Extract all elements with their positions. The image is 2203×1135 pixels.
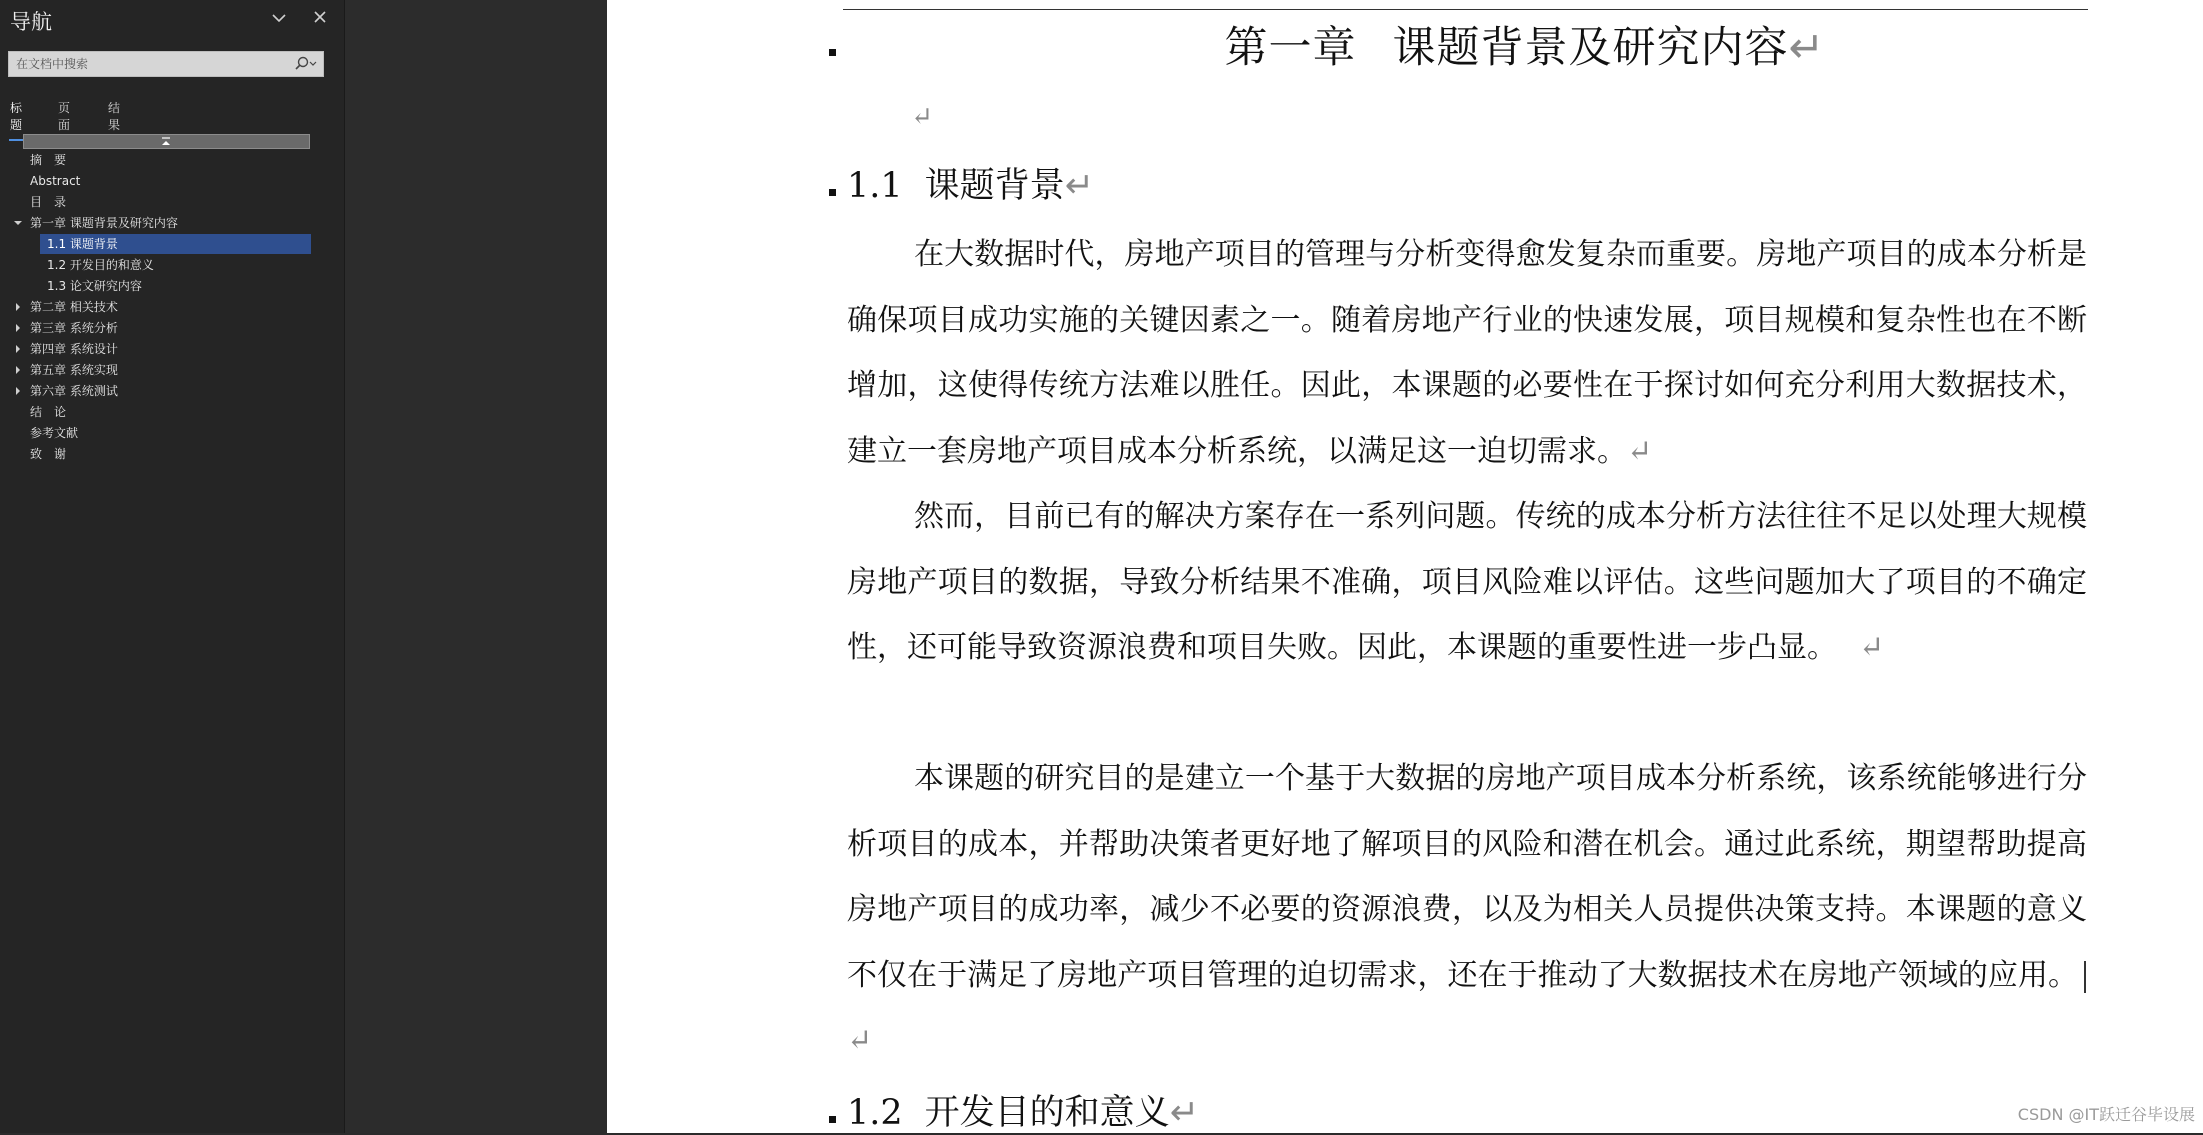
- paragraph-mark-icon: [829, 189, 836, 196]
- canvas-background: [345, 0, 607, 1133]
- chapter-number: 第一章: [1224, 23, 1357, 73]
- collapsed-arrow-icon[interactable]: [13, 344, 23, 354]
- chevron-down-icon[interactable]: [266, 4, 292, 32]
- collapsed-arrow-icon[interactable]: [13, 323, 23, 333]
- tab-headings[interactable]: 标题: [9, 97, 23, 141]
- toc-item-abstract-cn[interactable]: 摘 要: [30, 153, 67, 167]
- section-heading-1-1: [847, 158, 1094, 208]
- navigation-pane: [0, 0, 345, 1133]
- return-mark: ↵: [1169, 1093, 1200, 1133]
- collapse-up-icon: [161, 137, 171, 146]
- section-heading-1-2: [847, 1085, 1199, 1135]
- watermark: CSDN @IT跃迁谷毕设展: [2017, 1105, 2195, 1124]
- tab-results[interactable]: 结果: [108, 101, 121, 132]
- toc-item-chapter-1[interactable]: 第一章 课题背景及研究内容: [30, 216, 178, 230]
- toc-item-1-1[interactable]: 1.1 课题背景: [40, 234, 311, 254]
- return-mark: ↵: [1859, 630, 1885, 665]
- paragraph-mark-icon: [829, 1116, 836, 1123]
- return-mark: ↵: [1788, 23, 1826, 73]
- nav-title: 导航: [10, 10, 52, 34]
- toc-item-1-2[interactable]: 1.2 开发目的和意义: [47, 258, 154, 272]
- paragraph-text: 在大数据时代，房地产项目的管理与分析变得愈发复杂而重要。房地产项目的成本分析是确保项目成功实施的关键因素之一。随着房地产行业的快速发展，项目规模和复杂性也在不断增加，这使得传统方法难以胜任。因此，本课题的必要性在于探讨如何充分利用大数据技术，建立一套房地产项目成本分析系统，以满足这一迫切需求。: [847, 237, 2087, 469]
- toc-item-chapter-2[interactable]: 第二章 相关技术: [30, 300, 118, 314]
- search-icon[interactable]: [293, 54, 319, 74]
- toc-item-references[interactable]: 参考文献: [30, 426, 79, 440]
- header-rule: [843, 9, 2088, 10]
- section-number: 1.2: [847, 1093, 903, 1133]
- paragraph-text: 然而，目前已有的解决方案存在一系列问题。传统的成本分析方法往往不足以处理大规模房地产项目的数据，导致分析结果不准确，项目风险难以评估。这些问题加大了项目的不确定性，还可能导致资源浪费和项目失败。因此，本课题的重要性进一步凸显。: [847, 499, 2087, 665]
- toc-item-contents[interactable]: 目 录: [30, 195, 67, 209]
- section-title: 课题背景: [924, 166, 1065, 206]
- return-mark: ↵: [1627, 433, 1653, 469]
- toc-item-1-3[interactable]: 1.3 论文研究内容: [47, 279, 142, 293]
- search-input[interactable]: [9, 52, 296, 76]
- section-number: 1.1: [847, 166, 903, 206]
- collapsed-arrow-icon[interactable]: [13, 386, 23, 396]
- document-page[interactable]: [607, 0, 2203, 1133]
- text-cursor: [2084, 961, 2086, 993]
- section-title: 开发目的和意义: [924, 1093, 1170, 1133]
- return-mark: ↵: [1064, 166, 1095, 206]
- chapter-title: [607, 14, 2203, 75]
- paragraph-text: 本课题的研究目的是建立一个基于大数据的房地产项目成本分析系统，该系统能够进行分析项目的成本，并帮助决策者更好地了解项目的风险和潜在机会。通过此系统，期望帮助提高房地产项目的成功率，减少不必要的资源浪费，以及为相关人员提供决策支持。本课题的意义不仅在于满足了房地产项目管理的迫切需求，还在于推动了大数据技术在房地产领域的应用。: [847, 761, 2087, 993]
- collapsed-arrow-icon[interactable]: [13, 302, 23, 312]
- collapsed-arrow-icon[interactable]: [13, 365, 23, 375]
- toc-item-chapter-3[interactable]: 第三章 系统分析: [30, 321, 118, 335]
- collapse-all-button[interactable]: [23, 134, 310, 149]
- empty-paragraph-mark: ↵: [911, 102, 933, 132]
- body-paragraph: [847, 222, 2087, 484]
- expanded-arrow-icon[interactable]: [13, 218, 23, 228]
- body-paragraph: [847, 484, 2087, 681]
- close-icon[interactable]: [307, 4, 333, 32]
- tab-pages[interactable]: 页面: [58, 101, 71, 132]
- toc-item-chapter-5[interactable]: 第五章 系统实现: [30, 363, 118, 377]
- toc-item-acknowledgements[interactable]: 致 谢: [30, 447, 67, 461]
- toc-item-chapter-4[interactable]: 第四章 系统设计: [30, 342, 118, 356]
- toc-item-abstract[interactable]: Abstract: [30, 174, 81, 188]
- return-mark: ↵: [847, 1023, 873, 1058]
- chapter-name: 课题背景及研究内容: [1392, 23, 1789, 73]
- body-paragraph: [847, 746, 2087, 1074]
- toc-item-chapter-6[interactable]: 第六章 系统测试: [30, 384, 118, 398]
- search-box: [8, 51, 324, 77]
- toc-item-conclusion[interactable]: 结 论: [30, 405, 67, 419]
